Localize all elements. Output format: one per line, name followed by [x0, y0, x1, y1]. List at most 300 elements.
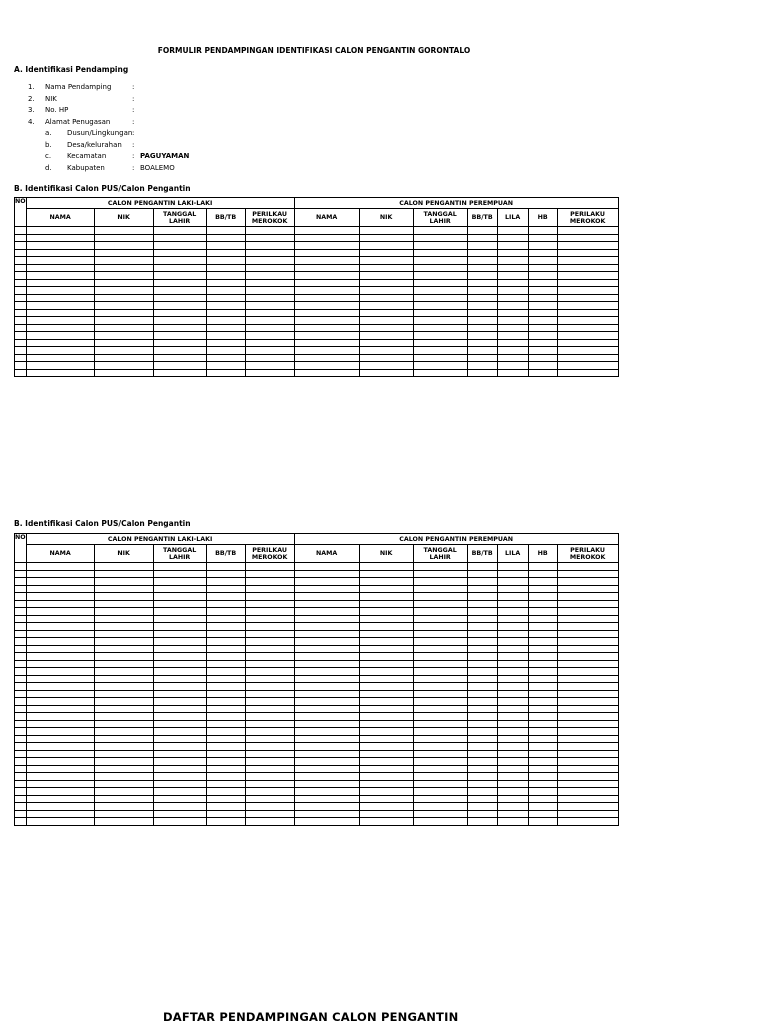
list-item-no-hp: 3. No. HP :: [28, 106, 135, 114]
table-cell: [557, 750, 618, 758]
table-cell: [294, 743, 359, 751]
table-cell: [467, 758, 497, 766]
table-cell: [94, 302, 153, 310]
table-cell: [94, 780, 153, 788]
table-cell: [413, 645, 467, 653]
table-cell: [206, 600, 245, 608]
section-b-heading-2: B. Identifikasi Calon PUS/Calon Pengantin: [14, 519, 191, 528]
table-cell: [153, 234, 206, 242]
table-cell: [245, 765, 294, 773]
table-cell: [557, 578, 618, 586]
table-cell: [206, 339, 245, 347]
table-row: [15, 615, 619, 623]
table-cell: [206, 810, 245, 818]
table-cell: [153, 608, 206, 616]
table-cell: [245, 653, 294, 661]
table-cell: [245, 630, 294, 638]
table-cell: [94, 279, 153, 287]
table-cell: [467, 309, 497, 317]
table-cell: [294, 788, 359, 796]
table-cell: [497, 600, 528, 608]
table-cell: [557, 720, 618, 728]
table-cell: [26, 773, 94, 781]
table-cell: [26, 645, 94, 653]
table-cell: [94, 585, 153, 593]
table-row: [15, 705, 619, 713]
table-cell: [359, 600, 413, 608]
table-cell: [26, 788, 94, 796]
table-row: [15, 683, 619, 691]
column-header: NIK: [94, 545, 153, 563]
table-cell: [294, 242, 359, 250]
table-row: [15, 339, 619, 347]
table-cell: [497, 698, 528, 706]
table-cell: [153, 773, 206, 781]
table-cell: [413, 563, 467, 571]
table-cell: [528, 578, 557, 586]
table-cell: [413, 362, 467, 370]
table-cell: [245, 818, 294, 826]
table-cell: [15, 638, 27, 646]
table-cell: [153, 227, 206, 235]
no-header: NO: [15, 198, 27, 227]
table-cell: [294, 347, 359, 355]
table-cell: [294, 234, 359, 242]
table-cell: [94, 287, 153, 295]
table-cell: [206, 683, 245, 691]
table-cell: [245, 743, 294, 751]
table-cell: [94, 758, 153, 766]
table-cell: [359, 623, 413, 631]
table-cell: [15, 758, 27, 766]
table-cell: [294, 713, 359, 721]
table-cell: [294, 803, 359, 811]
table-cell: [528, 332, 557, 340]
table-cell: [413, 332, 467, 340]
table-cell: [153, 690, 206, 698]
table-cell: [359, 750, 413, 758]
table-row: [15, 818, 619, 826]
table-cell: [153, 698, 206, 706]
table-cell: [467, 593, 497, 601]
table-cell: [26, 743, 94, 751]
table-cell: [467, 563, 497, 571]
table-cell: [206, 279, 245, 287]
table-cell: [94, 818, 153, 826]
column-header: NIK: [359, 209, 413, 227]
table-cell: [497, 227, 528, 235]
table-cell: [467, 287, 497, 295]
table-cell: [294, 279, 359, 287]
table-cell: [528, 227, 557, 235]
table-cell: [15, 309, 27, 317]
table-cell: [153, 362, 206, 370]
male-group-header: CALON PENGANTIN LAKI-LAKI: [26, 198, 294, 209]
table-cell: [497, 735, 528, 743]
table-cell: [94, 578, 153, 586]
table-cell: [359, 773, 413, 781]
table-cell: [413, 623, 467, 631]
table-cell: [26, 339, 94, 347]
table-cell: [528, 324, 557, 332]
form-title: FORMULIR PENDAMPINGAN IDENTIFIKASI CALON PENGANTIN GORONTALO: [157, 46, 471, 55]
table-cell: [26, 249, 94, 257]
table-cell: [528, 369, 557, 377]
table-cell: [467, 810, 497, 818]
table-cell: [15, 317, 27, 325]
table-cell: [153, 638, 206, 646]
table-cell: [557, 279, 618, 287]
table-cell: [26, 750, 94, 758]
table-cell: [557, 630, 618, 638]
table-cell: [467, 630, 497, 638]
table-cell: [26, 332, 94, 340]
table-cell: [497, 242, 528, 250]
table-cell: [206, 623, 245, 631]
table-cell: [94, 713, 153, 721]
table-cell: [245, 570, 294, 578]
table-cell: [15, 257, 27, 265]
table-cell: [245, 242, 294, 250]
table-cell: [294, 653, 359, 661]
table-cell: [528, 309, 557, 317]
table-cell: [15, 585, 27, 593]
table-cell: [15, 593, 27, 601]
table-row: [15, 773, 619, 781]
table-cell: [245, 608, 294, 616]
table-cell: [557, 234, 618, 242]
table-cell: [153, 765, 206, 773]
table-cell: [245, 623, 294, 631]
table-cell: [245, 728, 294, 736]
table-cell: [206, 234, 245, 242]
table-cell: [359, 287, 413, 295]
table-row: [15, 347, 619, 355]
table-cell: [15, 623, 27, 631]
table-cell: [153, 675, 206, 683]
table-cell: [153, 317, 206, 325]
table-cell: [206, 317, 245, 325]
table-cell: [153, 645, 206, 653]
table-cell: [294, 683, 359, 691]
table-cell: [497, 690, 528, 698]
table-cell: [245, 705, 294, 713]
table-cell: [26, 347, 94, 355]
table-cell: [206, 750, 245, 758]
table-cell: [413, 593, 467, 601]
table-cell: [294, 362, 359, 370]
table-cell: [359, 668, 413, 676]
table-cell: [245, 735, 294, 743]
table-cell: [294, 810, 359, 818]
table-cell: [413, 675, 467, 683]
table-cell: [413, 810, 467, 818]
table-cell: [94, 690, 153, 698]
table-cell: [359, 369, 413, 377]
table-cell: [206, 645, 245, 653]
table-cell: [557, 623, 618, 631]
table-cell: [528, 347, 557, 355]
table-cell: [245, 660, 294, 668]
table-row: [15, 309, 619, 317]
table-cell: [26, 593, 94, 601]
table-cell: [497, 362, 528, 370]
table-cell: [245, 638, 294, 646]
table-cell: [15, 803, 27, 811]
table-cell: [245, 354, 294, 362]
table-cell: [294, 272, 359, 280]
table-row: [15, 803, 619, 811]
table-cell: [206, 563, 245, 571]
table-cell: [245, 683, 294, 691]
table-cell: [245, 600, 294, 608]
table-cell: [15, 728, 27, 736]
table-cell: [153, 324, 206, 332]
table-cell: [413, 683, 467, 691]
column-header: HB: [528, 209, 557, 227]
table-cell: [15, 690, 27, 698]
table-cell: [359, 362, 413, 370]
table-cell: [294, 593, 359, 601]
table-row: [15, 630, 619, 638]
table-cell: [94, 653, 153, 661]
table-cell: [359, 735, 413, 743]
no-header: NO: [15, 534, 27, 563]
table-cell: [294, 585, 359, 593]
table-cell: [26, 302, 94, 310]
table-cell: [413, 668, 467, 676]
table-cell: [94, 630, 153, 638]
table-cell: [497, 249, 528, 257]
table-cell: [26, 279, 94, 287]
table-cell: [359, 653, 413, 661]
table-cell: [359, 675, 413, 683]
sublist-item-dusun: a. Dusun/Lingkungan :: [45, 129, 135, 137]
table-cell: [467, 347, 497, 355]
table-cell: [359, 309, 413, 317]
table-row: [15, 765, 619, 773]
table-cell: [467, 279, 497, 287]
table-cell: [294, 660, 359, 668]
table-cell: [413, 570, 467, 578]
table-cell: [15, 600, 27, 608]
table-cell: [359, 234, 413, 242]
table-cell: [294, 369, 359, 377]
table-cell: [245, 227, 294, 235]
table-cell: [528, 623, 557, 631]
table-cell: [557, 593, 618, 601]
table-cell: [153, 369, 206, 377]
table-cell: [94, 668, 153, 676]
table-row: [15, 570, 619, 578]
table-cell: [26, 242, 94, 250]
table-cell: [206, 705, 245, 713]
table-cell: [557, 317, 618, 325]
table-cell: [497, 713, 528, 721]
list-item-alamat-penugasan: 4. Alamat Penugasan :: [28, 117, 135, 126]
table-cell: [206, 698, 245, 706]
table-row: [15, 810, 619, 818]
table-cell: [94, 795, 153, 803]
column-header: TANGGAL LAHIR: [413, 545, 467, 563]
table-cell: [26, 720, 94, 728]
column-header: BB/TB: [467, 209, 497, 227]
table-cell: [528, 773, 557, 781]
table-cell: [528, 600, 557, 608]
table-cell: [467, 600, 497, 608]
table-cell: [528, 780, 557, 788]
table-cell: [94, 347, 153, 355]
table-cell: [359, 264, 413, 272]
table-cell: [26, 713, 94, 721]
table-cell: [15, 683, 27, 691]
table-cell: [15, 720, 27, 728]
table-cell: [15, 765, 27, 773]
table-cell: [26, 287, 94, 295]
table-cell: [497, 653, 528, 661]
table-cell: [94, 788, 153, 796]
table-cell: [94, 249, 153, 257]
table-cell: [497, 279, 528, 287]
table-cell: [359, 354, 413, 362]
table-cell: [153, 264, 206, 272]
table-cell: [467, 818, 497, 826]
table-cell: [359, 780, 413, 788]
table-cell: [153, 347, 206, 355]
table-cell: [528, 810, 557, 818]
table-cell: [94, 563, 153, 571]
table-cell: [359, 660, 413, 668]
table-cell: [294, 257, 359, 265]
table-cell: [15, 249, 27, 257]
table-cell: [528, 765, 557, 773]
table-cell: [15, 645, 27, 653]
table-cell: [294, 638, 359, 646]
table-cell: [413, 309, 467, 317]
table-cell: [294, 608, 359, 616]
table-cell: [413, 765, 467, 773]
table-cell: [26, 272, 94, 280]
table-cell: [94, 773, 153, 781]
table-cell: [413, 242, 467, 250]
table-cell: [245, 369, 294, 377]
table-cell: [94, 645, 153, 653]
table-cell: [153, 720, 206, 728]
table-cell: [557, 294, 618, 302]
table-cell: [153, 743, 206, 751]
table-cell: [528, 242, 557, 250]
table-cell: [206, 272, 245, 280]
table-cell: [15, 362, 27, 370]
table-cell: [206, 570, 245, 578]
table-cell: [26, 234, 94, 242]
table-cell: [245, 339, 294, 347]
table-cell: [94, 623, 153, 631]
table-cell: [528, 645, 557, 653]
table-cell: [557, 227, 618, 235]
table-cell: [206, 720, 245, 728]
table-cell: [467, 728, 497, 736]
table-cell: [467, 690, 497, 698]
table-cell: [557, 615, 618, 623]
table-cell: [497, 287, 528, 295]
table-cell: [557, 272, 618, 280]
table-cell: [467, 257, 497, 265]
table-cell: [15, 780, 27, 788]
table-cell: [26, 585, 94, 593]
section-b-heading: B. Identifikasi Calon PUS/Calon Pengantin: [14, 184, 191, 193]
column-header: NAMA: [294, 209, 359, 227]
table-cell: [206, 638, 245, 646]
table-cell: [413, 615, 467, 623]
table-cell: [467, 294, 497, 302]
table-cell: [413, 818, 467, 826]
table-cell: [294, 630, 359, 638]
table-row: [15, 690, 619, 698]
table-row: [15, 369, 619, 377]
table-cell: [294, 227, 359, 235]
table-cell: [497, 578, 528, 586]
table-cell: [245, 302, 294, 310]
table-cell: [245, 287, 294, 295]
table-cell: [153, 593, 206, 601]
table-cell: [94, 750, 153, 758]
table-cell: [206, 818, 245, 826]
table-cell: [294, 758, 359, 766]
table-cell: [413, 369, 467, 377]
table-cell: [528, 563, 557, 571]
table-cell: [294, 615, 359, 623]
table-cell: [467, 645, 497, 653]
table-cell: [467, 780, 497, 788]
table-cell: [528, 690, 557, 698]
table-cell: [467, 660, 497, 668]
table-cell: [497, 369, 528, 377]
table-cell: [294, 264, 359, 272]
kecamatan-value: PAGUYAMAN: [140, 152, 190, 160]
table-cell: [94, 743, 153, 751]
table-row: [15, 585, 619, 593]
column-header: NAMA: [26, 209, 94, 227]
table-cell: [413, 600, 467, 608]
table-cell: [413, 758, 467, 766]
table-cell: [294, 675, 359, 683]
table-row: [15, 608, 619, 616]
table-cell: [26, 698, 94, 706]
table-row: [15, 362, 619, 370]
table-cell: [26, 227, 94, 235]
table-cell: [206, 324, 245, 332]
table-cell: [528, 735, 557, 743]
table-cell: [15, 234, 27, 242]
table-cell: [206, 758, 245, 766]
column-header: NIK: [94, 209, 153, 227]
table-row: [15, 750, 619, 758]
table-cell: [94, 675, 153, 683]
table-cell: [294, 705, 359, 713]
table-cell: [528, 585, 557, 593]
table-cell: [359, 257, 413, 265]
table-cell: [153, 803, 206, 811]
table-cell: [245, 563, 294, 571]
table-cell: [153, 713, 206, 721]
table-cell: [497, 638, 528, 646]
table-cell: [15, 264, 27, 272]
table-cell: [557, 728, 618, 736]
table-cell: [528, 803, 557, 811]
table-cell: [94, 294, 153, 302]
table-cell: [528, 743, 557, 751]
